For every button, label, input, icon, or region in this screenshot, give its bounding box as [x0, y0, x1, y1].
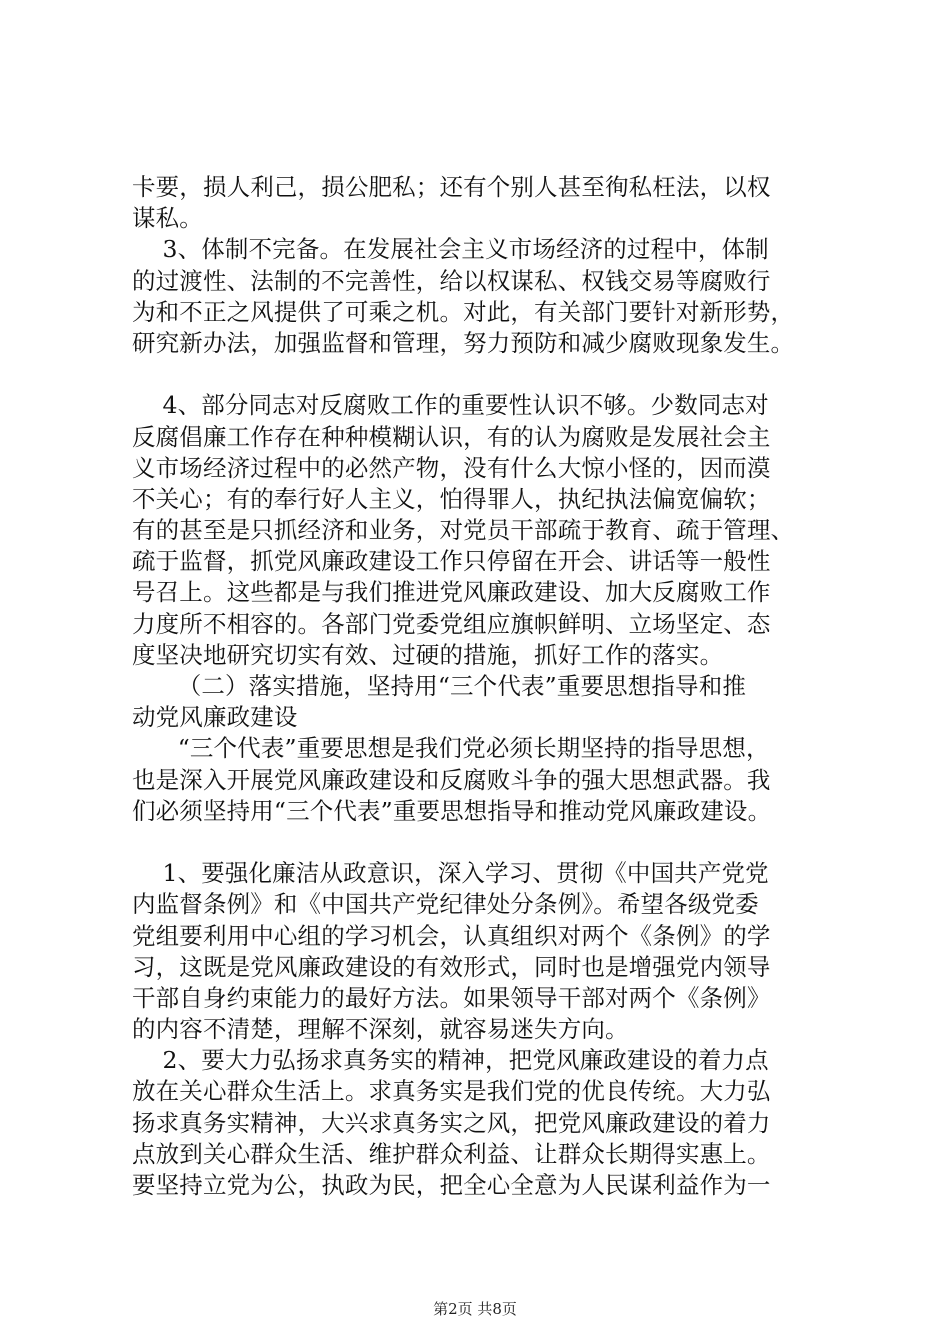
paragraph-gap — [132, 359, 837, 390]
text-line: 度坚决地研究切实有效、过硬的措施，抓好工作的落实。 — [132, 640, 724, 669]
text-line: 要坚持立党为公，执政为民，把全心全意为人民谋利益作为一 — [132, 1171, 771, 1199]
text-line: 放在关心群众生活上。求真务实是我们党的优良传统。大力弘 — [132, 1077, 771, 1106]
text-line: 习，这既是党风廉政建设的有效形式，同时也是增强党内领导 — [132, 952, 771, 981]
document-body — [132, 172, 837, 1201]
text-line: 也是深入开展党风廉政建设和反腐败斗争的强大思想武器。我 — [132, 765, 771, 794]
text-line: （二）落实措施，坚持用“三个代表”重要思想指导和推 — [132, 672, 746, 700]
page-footer: 第2页 共8页 — [433, 1300, 517, 1318]
text-line: 点放到关心群众生活、维护群众利益、让群众长期得实惠上。 — [132, 1139, 771, 1168]
text-line: 2、要大力弘扬求真务实的精神，把党风廉政建设的着力点 — [132, 1046, 769, 1075]
text-line: 研究新办法，加强监督和管理，努力预防和减少腐败现象发生。 — [132, 328, 795, 357]
text-line: 反腐倡廉工作存在种种模糊认识，有的认为腐败是发展社会主 — [132, 422, 771, 451]
text-line: 卡要，损人利己，损公肥私；还有个别人甚至徇私枉法，以权 — [132, 173, 771, 201]
text-line: 扬求真务实精神，大兴求真务实之风，把党风廉政建设的着力 — [132, 1108, 771, 1137]
text-line: 力度所不相容的。各部门党委党组应旗帜鲜明、立场坚定、态 — [132, 609, 771, 638]
text-line: 3、体制不完备。在发展社会主义市场经济的过程中，体制 — [132, 235, 769, 264]
text-line: 的过渡性、法制的不完善性，给以权谋私、权钱交易等腐败行 — [132, 266, 771, 295]
text-line: 义市场经济过程中的必然产物，没有什么大惊小怪的，因而漠 — [132, 453, 771, 482]
text-line: 为和不正之风提供了可乘之机。对此，有关部门要针对新形势， — [132, 297, 795, 326]
text-line: “三个代表”重要思想是我们党必须长期坚持的指导思想， — [132, 734, 770, 763]
text-line: 有的甚至是只抓经济和业务，对党员干部疏于教育、疏于管理、 — [132, 516, 795, 545]
text-line: 不关心；有的奉行好人主义，怕得罪人，执纪执法偏宽偏软； — [132, 484, 771, 513]
text-line: 党组要利用中心组的学习机会，认真组织对两个《条例》的学 — [132, 921, 771, 950]
text-line: 们必须坚持用“三个代表”重要思想指导和推动党风廉政建设。 — [132, 796, 772, 825]
text-line: 号召上。这些都是与我们推进党风廉政建设、加大反腐败工作 — [132, 578, 771, 607]
text-line: 动党风廉政建设 — [132, 703, 298, 732]
text-line: 谋私。 — [132, 204, 203, 233]
text-line: 疏于监督，抓党风廉政建设工作只停留在开会、讲话等一般性 — [132, 547, 771, 576]
text-line: 1、要强化廉洁从政意识，深入学习、贯彻《中国共产党党 — [132, 859, 769, 888]
paragraph-gap — [132, 827, 837, 858]
text-line: 内监督条例》和《中国共产党纪律处分条例》。希望各级党委 — [132, 890, 759, 919]
text-line: 的内容不清楚，理解不深刻，就容易迷失方向。 — [132, 1015, 629, 1044]
text-line: 4、部分同志对反腐败工作的重要性认识不够。少数同志对 — [132, 391, 769, 420]
text-line: 干部自身约束能力的最好方法。如果领导干部对两个《条例》 — [132, 983, 771, 1012]
